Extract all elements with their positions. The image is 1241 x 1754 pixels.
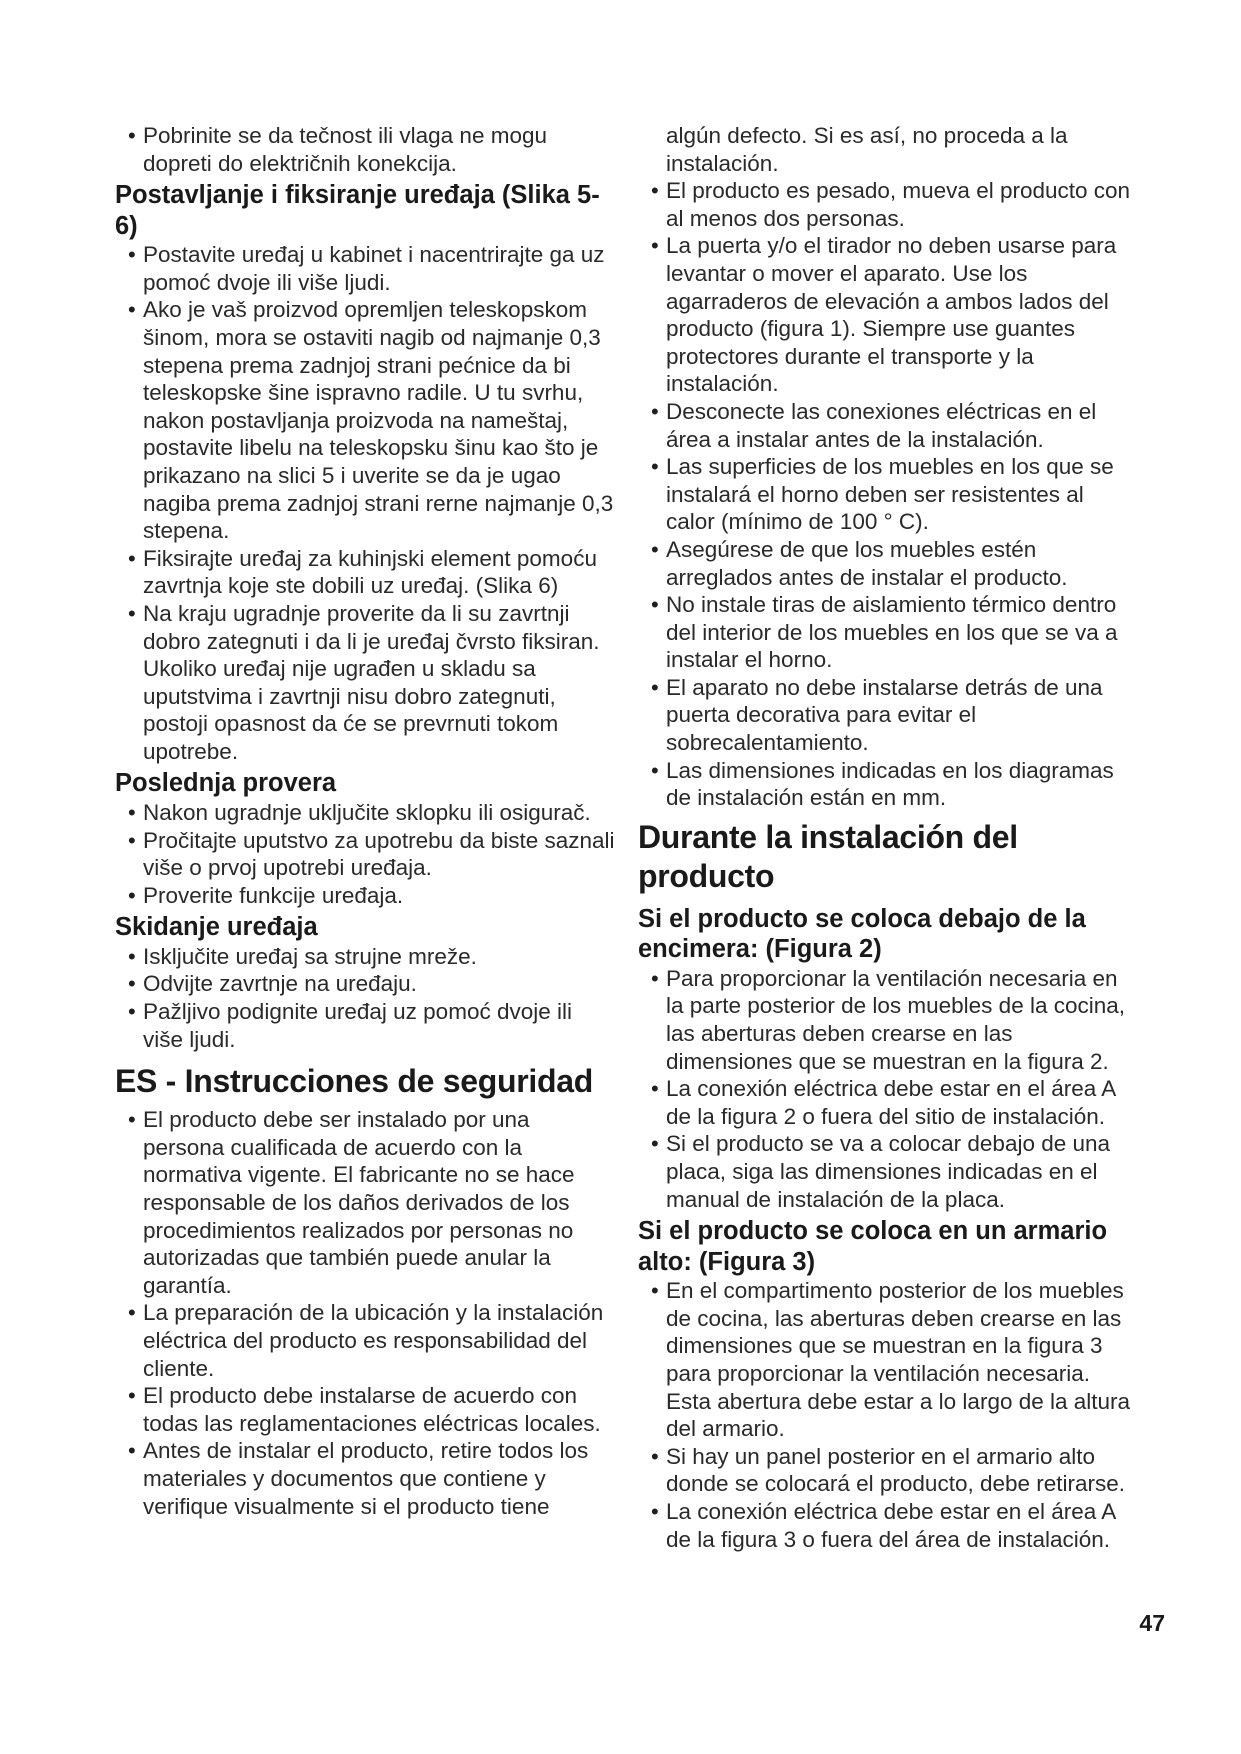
bullet-item: • Postavite uređaj u kabinet i nacentrirajte ga uz pomoć dvoje ili više ljudi. [115, 241, 615, 296]
bullet-item: • Na kraju ugradnje proverite da li su zavrtnji dobro zategnuti i da li je uređaj čvrsto fiksiran. Ukoliko uređaj nije ugrađen u skladu sa uputstvima i zavrtnji nisu dobro zategnuti, postoji opasnost da će se prevrnuti tokom upotrebe. [115, 600, 615, 766]
bullet-item: • No instale tiras de aislamiento térmico dentro del interior de los muebles en los que se va a instalar el horno. [638, 591, 1138, 674]
section-heading-postavljanje: Postavljanje i fiksiranje uređaja (Slika 5-6) [115, 181, 600, 240]
armario-bullet-list [638, 1277, 1138, 1553]
section-heading-encimera: Si el producto se coloca debajo de la encimera: (Figura 2) [638, 904, 1086, 964]
skidanje-bullet-list [115, 943, 615, 1053]
bullet-item: • Isključite uređaj sa strujne mreže. [115, 943, 615, 971]
bullet-item: • Pobrinite se da tečnost ili vlaga ne mogu dopreti do električnih konekcija. [115, 122, 615, 177]
bullet-item: • Si el producto se va a colocar debajo de una placa, siga las dimensiones indicadas en el manual de instalación de la placa. [638, 1130, 1138, 1213]
bullet-item: • El aparato no debe instalarse detrás de una puerta decorativa para evitar el sobrecalentamiento. [638, 674, 1138, 757]
bullet-item: • Ako je vaš proizvod opremljen teleskopskom šinom, mora se ostaviti nagib od najmanje 0,3 stepena prema zadnjoj strani pećnice da bi teleskopske šine ispravno radile. U tu svrhu, nakon postavljanja proizvoda na nameštaj, postavite libelu na teleskopsku šinu kao što je prikazano na slici 5 i uverite se da je ugao nagiba prema zadnjoj strani rerne najmanje 0,3 stepena. [115, 296, 615, 544]
bullet-item: • Fiksirajte uređaj za kuhinjski element pomoću zavrtnja koje ste dobili uz uređaj. (Slika 6) [115, 545, 615, 600]
section-heading-poslednja-provera: Poslednja provera [115, 769, 337, 798]
page-number: 47 [1139, 1610, 1165, 1636]
bullet-item: • Pažljivo podignite uređaj uz pomoć dvoje ili više ljudi. [115, 998, 615, 1053]
section-heading-skidanje: Skidanje uređaja [115, 913, 318, 942]
bullet-item: • Las dimensiones indicadas en los diagramas de instalación están en mm. [638, 757, 1138, 812]
bullet-item: • Desconecte las conexiones eléctricas en el área a instalar antes de la instalación. [638, 398, 1138, 453]
bullet-item: • La preparación de la ubicación y la instalación eléctrica del producto es responsabilidad del cliente. [115, 1299, 615, 1382]
bullet-item: • Si hay un panel posterior en el armario alto donde se colocará el producto, debe retirarse. [638, 1443, 1138, 1498]
bullet-continuation: algún defecto. Si es así, no proceda a la instalación. [666, 123, 1068, 176]
bullet-item: • En el compartimento posterior de los muebles de cocina, las aberturas deben crearse en las dimensiones que se muestran en la figura 3 para proporcionar la ventilación necesaria. Esta abertura debe estar a lo largo de la altura del armario. [638, 1277, 1138, 1443]
intro-bullet-list [115, 122, 615, 177]
bullet-item: • Asegúrese de que los muebles estén arreglados antes de instalar el producto. [638, 536, 1138, 591]
bullet-item: • Para proporcionar la ventilación necesaria en la parte posterior de los muebles de la cocina, las aberturas deben crearse en las dimensiones que se muestran en la figura 2. [638, 965, 1138, 1075]
bullet-item: • Proverite funkcije uređaja. [115, 882, 615, 910]
left-column [115, 122, 615, 1520]
bullet-item: • Odvijte zavrtnje na uređaju. [115, 970, 615, 998]
bullet-item: • La conexión eléctrica debe estar en el área A de la figura 3 o fuera del área de instalación. [638, 1498, 1138, 1553]
bullet-item: • El producto es pesado, mueva el producto con al menos dos personas. [638, 177, 1138, 232]
right-column [638, 122, 1138, 1553]
encimera-bullet-list [638, 965, 1138, 1213]
bullet-item: • La conexión eléctrica debe estar en el área A de la figura 2 o fuera del sitio de instalación. [638, 1075, 1138, 1130]
bullet-item: • La puerta y/o el tirador no deben usarse para levantar o mover el aparato. Use los agarraderos de elevación a ambos lados del producto (figura 1). Siempre use guantes protectores durante el transporte y la instalación. [638, 232, 1138, 398]
section-heading-durante-instalacion: Durante la instalación del producto [638, 818, 1018, 894]
bullet-item: • Antes de instalar el producto, retire todos los materiales y documentos que contiene y verifique visualmente si el producto tiene [115, 1437, 615, 1520]
section-heading-armario-alto: Si el producto se coloca en un armario alto: (Figura 3) [638, 1217, 1108, 1276]
es-bullet-list [115, 1106, 615, 1520]
continuation-bullet-list [638, 122, 1138, 812]
postavljanje-bullet-list [115, 241, 615, 765]
bullet-item: • Nakon ugradnje uključite sklopku ili osigurač. [115, 799, 615, 827]
bullet-item: • Las superficies de los muebles en los que se instalará el horno deben ser resistentes al calor (mínimo de 100 ° C). [638, 453, 1138, 536]
poslednja-bullet-list [115, 799, 615, 909]
bullet-item: • El producto debe ser instalado por una persona cualificada de acuerdo con la normativa vigente. El fabricante no se hace responsable de los daños derivados de los procedimientos realizados por personas no autorizadas que también puede anular la garantía. [115, 1106, 615, 1299]
bullet-item: • Pročitajte uputstvo za upotrebu da biste saznali više o prvoj upotrebi uređaja. [115, 827, 615, 882]
bullet-item: • El producto debe instalarse de acuerdo con todas las reglamentaciones eléctricas locales. [115, 1382, 615, 1437]
section-heading-es-instrucciones: ES - Instrucciones de seguridad [115, 1063, 593, 1100]
